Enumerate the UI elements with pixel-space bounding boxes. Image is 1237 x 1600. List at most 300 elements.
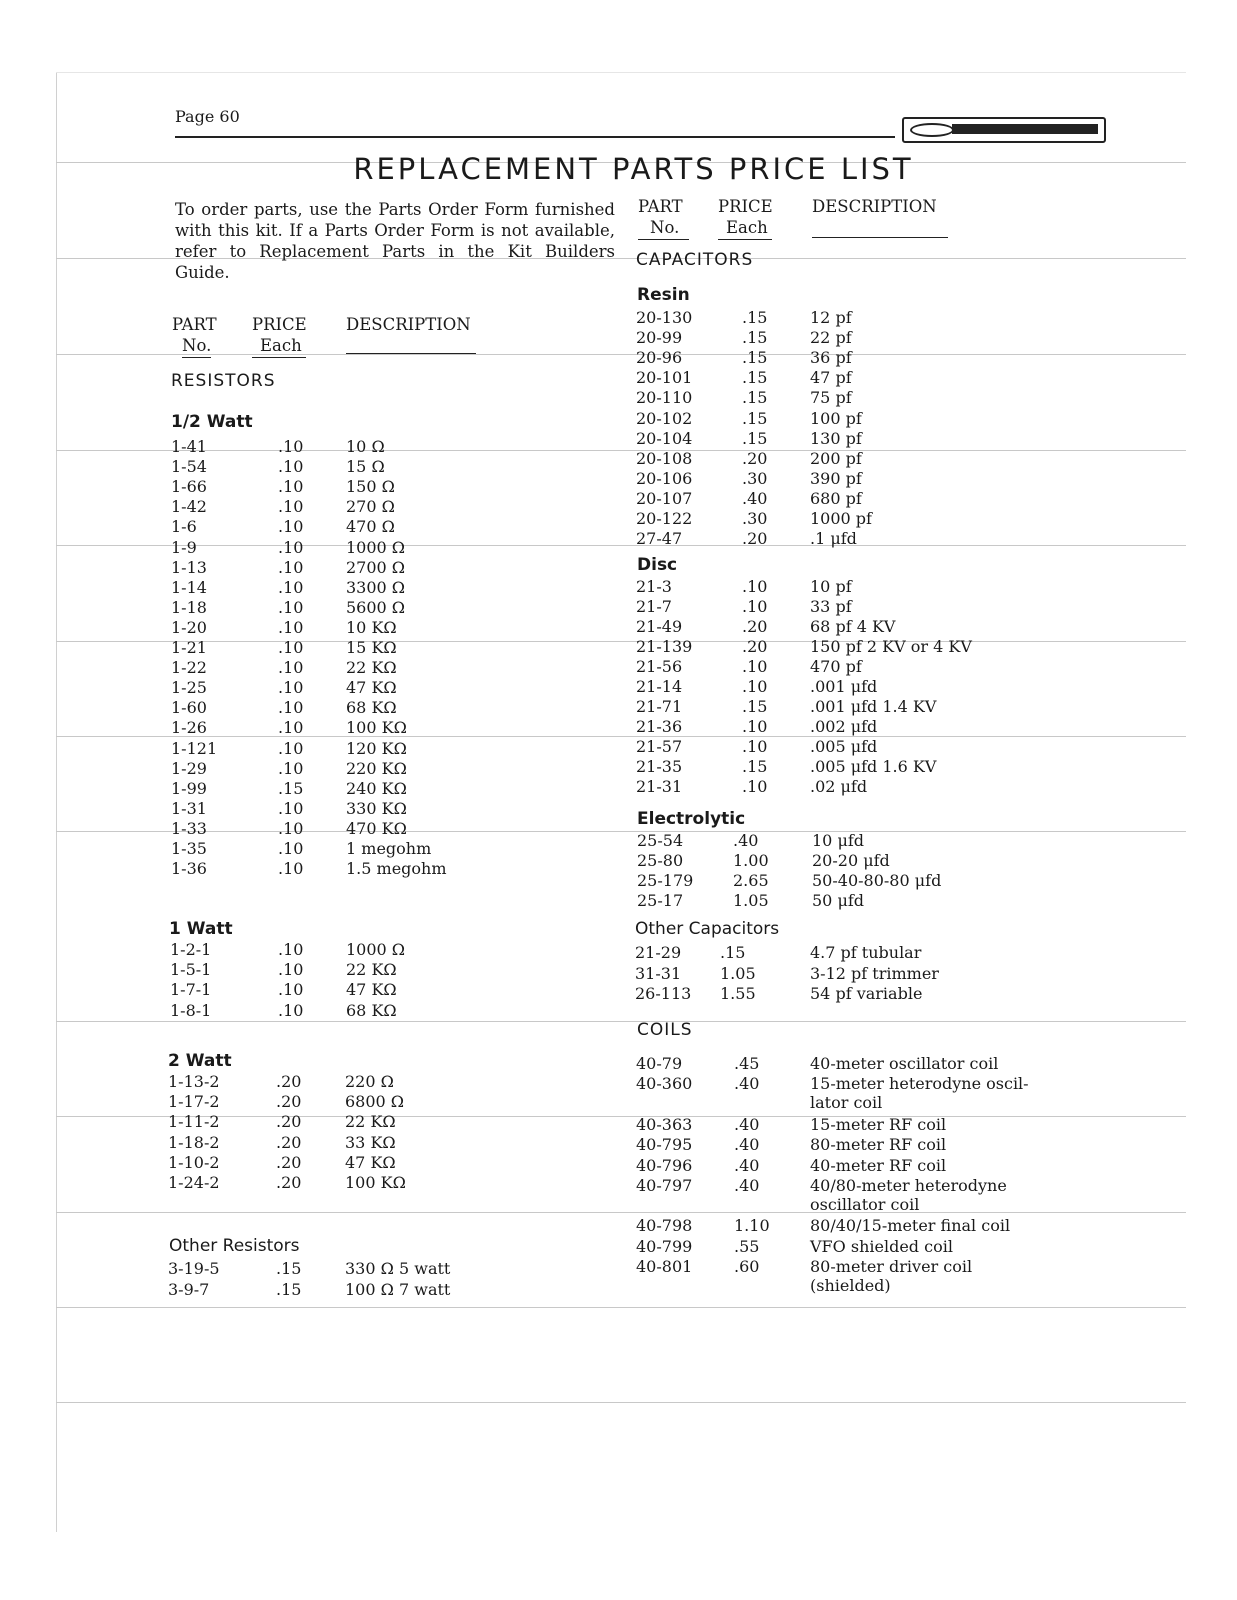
part-number: 1-42 [171, 497, 207, 517]
part-number: 1-9 [171, 537, 197, 557]
part-description [346, 658, 397, 677]
part-price: .20 [276, 1072, 302, 1091]
part-number: 1-18 [171, 597, 207, 617]
description-line: 6800 Ω [345, 1092, 405, 1112]
description-line: 680 pf [810, 488, 862, 508]
description-line: 75 pf [810, 388, 852, 408]
description-line: 10 pf [810, 577, 852, 596]
intro-paragraph: To order parts, use the Parts Order Form furnished with this kit. If a Parts Order Form is not available, refer to Replacement Parts in the Kit Builders Guide. [175, 200, 615, 282]
part-number: 25-80 [637, 851, 684, 870]
part-price: .10 [742, 657, 768, 676]
scan-frame-left [56, 72, 57, 1532]
part-price: 1.00 [733, 851, 769, 870]
scan-line [56, 450, 1186, 451]
part-description [810, 409, 862, 428]
part-price: 1.05 [720, 963, 756, 983]
part-number: 1-24-2 [168, 1173, 220, 1192]
part-description [810, 489, 862, 508]
part-number: 1-26 [171, 718, 207, 738]
description-line: 40-meter oscillator coil [810, 1054, 999, 1073]
part-number: 21-71 [636, 697, 683, 716]
part-number: 25-179 [637, 871, 694, 890]
part-price: .20 [276, 1092, 302, 1112]
description-line: 54 pf variable [810, 984, 923, 1003]
part-price: .10 [278, 477, 304, 497]
part-description [810, 757, 936, 776]
part-price: .15 [742, 328, 768, 348]
part-price: .30 [742, 468, 768, 488]
part-description [810, 449, 862, 468]
part-description [810, 984, 922, 1003]
part-description [810, 1216, 1010, 1235]
part-number: 20-110 [636, 388, 693, 408]
part-number: 20-106 [636, 468, 693, 488]
scan-line [56, 1116, 1186, 1117]
part-number: 26-113 [635, 984, 692, 1003]
part-number: 21-49 [636, 617, 683, 636]
heathkit-logo-icon [902, 117, 1106, 143]
description-line: 50 μfd [812, 891, 865, 910]
part-price: .10 [742, 717, 768, 736]
part-description [810, 943, 921, 962]
part-price: .10 [278, 940, 304, 959]
description-line: 100 Ω 7 watt [345, 1279, 451, 1299]
part-description [810, 677, 877, 696]
part-number: 1-54 [171, 457, 207, 477]
part-number: 40-799 [636, 1236, 693, 1256]
scan-line [56, 736, 1186, 737]
description-line: 15 Ω [346, 457, 385, 477]
part-price: .10 [278, 638, 304, 657]
part-description [810, 429, 862, 448]
part-price: .15 [742, 428, 768, 448]
column-header-part-line1: PART [172, 315, 217, 334]
part-description [812, 871, 941, 890]
part-description [810, 637, 972, 656]
part-number: 1-20 [171, 617, 207, 637]
part-number: 1-33 [171, 818, 207, 838]
description-line: .02 μfd [810, 777, 868, 796]
part-number: 21-31 [636, 777, 683, 796]
part-number: 20-99 [636, 328, 683, 348]
part-price: .10 [278, 658, 304, 678]
description-line: 22 KΩ [346, 960, 397, 980]
description-line: 470 Ω [346, 517, 395, 537]
part-description [345, 1092, 404, 1111]
description-line: oscillator coil [810, 1194, 920, 1214]
part-number: 21-56 [636, 657, 683, 676]
description-line: 1 megohm [346, 839, 432, 858]
description-line: .005 μfd [810, 737, 878, 756]
column-header-price-line2: Each [252, 335, 306, 358]
description-line: 40/80-meter heterodyne [810, 1175, 1007, 1195]
part-number: 25-17 [637, 891, 684, 910]
description-line: 36 pf [810, 348, 852, 368]
part-price: 1.10 [734, 1216, 770, 1236]
description-line: 240 KΩ [346, 778, 407, 798]
description-line: 3300 Ω [346, 577, 406, 597]
part-price: 2.65 [733, 871, 769, 890]
description-line: 22 KΩ [346, 658, 397, 678]
part-price: .40 [734, 1155, 760, 1175]
scan-line [56, 1021, 1186, 1022]
part-number: 1-25 [171, 678, 207, 698]
part-number: 21-14 [636, 677, 683, 696]
description-line: 120 KΩ [346, 738, 407, 758]
scan-line [56, 641, 1186, 642]
part-description [810, 617, 895, 636]
part-description [812, 891, 864, 910]
description-line: 15-meter RF coil [810, 1114, 947, 1134]
part-number: 1-6 [171, 517, 197, 537]
part-description [810, 348, 852, 367]
part-description [810, 368, 852, 387]
part-price: .10 [278, 698, 304, 718]
part-description [810, 717, 877, 736]
part-description [346, 558, 405, 577]
scan-line [56, 354, 1186, 355]
part-description [346, 638, 397, 657]
description-line: 330 KΩ [346, 798, 407, 818]
part-number: 21-139 [636, 637, 693, 656]
column-header-price [252, 314, 307, 358]
description-line: 15-meter heterodyne oscil- [810, 1074, 1029, 1094]
part-number: 1-21 [171, 638, 207, 657]
part-number: 20-108 [636, 448, 693, 468]
part-price: .10 [742, 677, 768, 696]
column-header-part-line2: No. [182, 335, 211, 358]
part-price: .40 [734, 1114, 760, 1134]
part-number: 40-798 [636, 1216, 693, 1236]
page-title: REPLACEMENT PARTS PRICE LIST [353, 152, 914, 186]
part-price: .30 [742, 509, 768, 528]
part-number: 21-57 [636, 737, 683, 756]
part-number: 20-130 [636, 308, 693, 327]
scan-line [56, 831, 1186, 832]
part-number: 1-99 [171, 778, 207, 798]
subsection-two-watt: 2 Watt [168, 1051, 232, 1071]
description-line: .002 μfd [810, 717, 878, 736]
column-header-desc-right-line1: DESCRIPTION [812, 197, 937, 216]
part-description [345, 1072, 394, 1091]
logo-oval [910, 123, 954, 137]
description-line: 68 pf 4 KV [810, 617, 896, 636]
scan-line [56, 545, 1186, 546]
part-description [810, 529, 857, 548]
part-description [346, 538, 405, 557]
part-number: 1-5-1 [170, 960, 212, 980]
part-description [346, 1001, 397, 1020]
part-number: 1-13 [171, 557, 207, 577]
part-price: .15 [742, 757, 768, 776]
part-description [810, 777, 867, 796]
part-description [346, 598, 405, 617]
part-price: .45 [734, 1054, 760, 1073]
part-description [810, 577, 852, 596]
part-number: 20-122 [636, 509, 693, 528]
description-line: 12 pf [810, 308, 852, 327]
part-number: 25-54 [637, 831, 684, 850]
description-line: 10 KΩ [346, 617, 397, 637]
description-line: 47 KΩ [346, 980, 397, 1000]
description-line: 10 Ω [346, 437, 385, 456]
part-price: .10 [742, 597, 768, 616]
part-description [810, 308, 852, 327]
part-price: .20 [742, 617, 768, 636]
description-line: 150 Ω [346, 477, 395, 497]
part-price: .20 [742, 637, 768, 656]
part-price: .10 [278, 718, 304, 738]
subsection-resin: Resin [637, 285, 690, 305]
column-header-desc-right-rule [812, 217, 948, 238]
column-header-desc-line1: DESCRIPTION [346, 315, 471, 334]
description-line: 22 pf [810, 328, 852, 348]
part-price: .10 [278, 960, 304, 980]
subsection-other-resistors: Other Resistors [169, 1236, 300, 1256]
part-price: 1.05 [733, 891, 769, 910]
part-price: .10 [278, 457, 304, 477]
description-line: 330 Ω 5 watt [345, 1259, 451, 1278]
part-description [345, 1112, 396, 1131]
part-price: .10 [278, 1000, 304, 1020]
description-line: 47 KΩ [346, 678, 397, 698]
column-header-price-right-line1: PRICE [718, 197, 773, 216]
part-price: .10 [278, 597, 304, 617]
part-description [346, 799, 407, 818]
part-description [810, 1135, 946, 1154]
part-description [812, 851, 890, 870]
part-description [346, 739, 407, 758]
description-line: 100 KΩ [346, 718, 407, 738]
part-description [346, 819, 407, 838]
description-line: .001 μfd 1.4 KV [810, 697, 937, 716]
description-line: 33 pf [810, 597, 852, 616]
part-price: .20 [742, 529, 768, 549]
part-price: .15 [742, 697, 768, 716]
part-description [346, 457, 385, 476]
part-price: .20 [276, 1152, 302, 1172]
part-number: 40-801 [636, 1257, 693, 1276]
part-number: 40-797 [636, 1175, 693, 1195]
part-description [346, 940, 405, 959]
part-description [346, 578, 405, 597]
scan-line [56, 1307, 1186, 1308]
part-number: 1-13-2 [168, 1072, 220, 1091]
part-price: .40 [734, 1135, 760, 1155]
part-description [346, 960, 397, 979]
part-price: .10 [278, 617, 304, 637]
subsection-disc: Disc [637, 555, 678, 575]
part-number: 21-3 [636, 577, 672, 596]
part-description [812, 831, 864, 850]
part-number: 1-22 [171, 658, 207, 678]
part-number: 1-11-2 [168, 1112, 220, 1132]
part-description [346, 517, 395, 536]
column-header-description [346, 314, 476, 354]
description-line: 220 KΩ [346, 758, 407, 778]
part-number: 1-41 [171, 437, 207, 456]
description-line: 3-12 pf trimmer [810, 963, 939, 983]
description-line: 80-meter RF coil [810, 1135, 947, 1155]
part-description [810, 597, 852, 616]
part-number: 40-360 [636, 1074, 693, 1094]
part-description [810, 697, 936, 716]
part-price: 1.55 [720, 984, 756, 1003]
description-line: 4.7 pf tubular [810, 943, 922, 962]
column-header-part-right [638, 196, 689, 240]
description-line: 200 pf [810, 448, 862, 468]
part-description [346, 980, 397, 999]
part-number: 3-19-5 [168, 1259, 220, 1278]
description-line: lator coil [810, 1093, 883, 1113]
part-description [810, 1257, 972, 1295]
part-price: .10 [742, 777, 768, 796]
column-header-description-right [812, 196, 948, 238]
part-description [810, 1176, 1007, 1214]
part-description [810, 469, 862, 488]
part-number: 20-104 [636, 428, 693, 448]
description-line: 40-meter RF coil [810, 1155, 947, 1175]
part-price: .15 [742, 308, 768, 327]
part-description [810, 1115, 946, 1134]
description-line: 150 pf 2 KV or 4 KV [810, 637, 972, 656]
scan-frame-top [56, 72, 1186, 73]
description-line: 100 pf [810, 408, 862, 428]
part-description [810, 509, 872, 528]
part-description [345, 1153, 396, 1172]
column-header-part-right-line2: No. [638, 217, 689, 240]
part-number: 20-107 [636, 488, 693, 508]
part-description [810, 964, 939, 983]
part-price: .10 [278, 557, 304, 577]
column-header-desc-rule [346, 335, 476, 354]
part-number: 40-795 [636, 1135, 693, 1155]
description-line: 220 Ω [345, 1072, 394, 1091]
part-price: .10 [278, 517, 304, 537]
section-coils: COILS [637, 1020, 693, 1040]
part-price: .10 [278, 980, 304, 1000]
part-price: .20 [276, 1112, 302, 1132]
part-price: .10 [278, 758, 304, 778]
part-price: .15 [742, 388, 768, 408]
description-line: 100 KΩ [345, 1173, 406, 1192]
part-number: 20-101 [636, 368, 693, 388]
part-price: .15 [742, 368, 768, 388]
description-line: .1 μfd [810, 529, 857, 549]
part-price: .20 [742, 448, 768, 468]
part-number: 1-36 [171, 859, 207, 879]
part-price: .20 [276, 1132, 302, 1152]
part-description [810, 657, 862, 676]
part-price: .10 [278, 738, 304, 758]
part-description [345, 1133, 396, 1152]
part-price: .15 [276, 1259, 302, 1278]
part-price: .10 [278, 818, 304, 838]
description-line: 1.5 megohm [346, 859, 447, 879]
description-line: 47 pf [810, 368, 852, 388]
part-number: 1-60 [171, 698, 207, 718]
part-description [346, 859, 447, 878]
part-price: .10 [278, 437, 304, 456]
part-description [346, 477, 395, 496]
scan-line [56, 1402, 1186, 1403]
description-line: 2700 Ω [346, 557, 406, 577]
part-description [810, 1074, 1029, 1112]
subsection-half-watt: 1/2 Watt [171, 412, 253, 432]
description-line: 390 pf [810, 468, 862, 488]
part-price: .20 [276, 1173, 302, 1192]
part-price: .10 [742, 577, 768, 596]
description-line: 130 pf [810, 428, 862, 448]
part-description [810, 1054, 998, 1073]
header-rule [175, 136, 895, 138]
part-price: .10 [278, 839, 304, 858]
description-line: 1000 Ω [346, 940, 406, 959]
description-line: 1000 Ω [346, 537, 406, 557]
part-price: .15 [742, 408, 768, 428]
part-price: .40 [734, 1175, 760, 1195]
description-line: 470 KΩ [346, 818, 407, 838]
part-number: 3-9-7 [168, 1279, 210, 1299]
description-line: (shielded) [810, 1276, 891, 1295]
page-number: Page 60 [175, 107, 240, 126]
part-number: 1-29 [171, 758, 207, 778]
part-number: 21-29 [635, 943, 682, 962]
description-line: 33 KΩ [345, 1132, 396, 1152]
part-description [345, 1173, 406, 1192]
section-resistors: RESISTORS [171, 371, 276, 391]
part-price: .55 [734, 1236, 760, 1256]
description-line: 5600 Ω [346, 597, 406, 617]
part-number: 40-79 [636, 1054, 683, 1073]
part-price: .10 [278, 798, 304, 818]
description-line: VFO shielded coil [810, 1236, 953, 1256]
section-capacitors: CAPACITORS [636, 250, 754, 270]
description-line: 80-meter driver coil [810, 1257, 973, 1276]
part-description [810, 388, 852, 407]
description-line: .001 μfd [810, 677, 878, 696]
part-description [346, 618, 397, 637]
part-number: 21-35 [636, 757, 683, 776]
part-number: 1-8-1 [170, 1000, 212, 1020]
part-price: .40 [733, 831, 759, 850]
part-number: 1-66 [171, 477, 207, 497]
part-number: 40-796 [636, 1155, 693, 1175]
part-price: .10 [278, 537, 304, 557]
part-number: 21-7 [636, 597, 672, 616]
part-number: 1-31 [171, 798, 207, 818]
part-price: .15 [720, 943, 746, 962]
part-price: .40 [742, 488, 768, 508]
part-price: .10 [742, 737, 768, 756]
part-price: .10 [278, 577, 304, 597]
subsection-other-capacitors: Other Capacitors [635, 919, 780, 939]
scan-line [56, 1212, 1186, 1213]
part-price: .60 [734, 1257, 760, 1276]
part-description [810, 1237, 953, 1256]
description-line: 80/40/15-meter final coil [810, 1216, 1011, 1236]
part-price: .15 [742, 348, 768, 368]
description-line: 270 Ω [346, 497, 395, 517]
description-line: .005 μfd 1.6 KV [810, 757, 937, 776]
description-line: 10 μfd [812, 831, 865, 850]
description-line: 68 KΩ [346, 698, 397, 718]
part-description [345, 1280, 450, 1299]
part-description [810, 328, 852, 347]
part-price: .10 [278, 859, 304, 879]
part-description [346, 779, 407, 798]
part-number: 1-17-2 [168, 1092, 220, 1112]
